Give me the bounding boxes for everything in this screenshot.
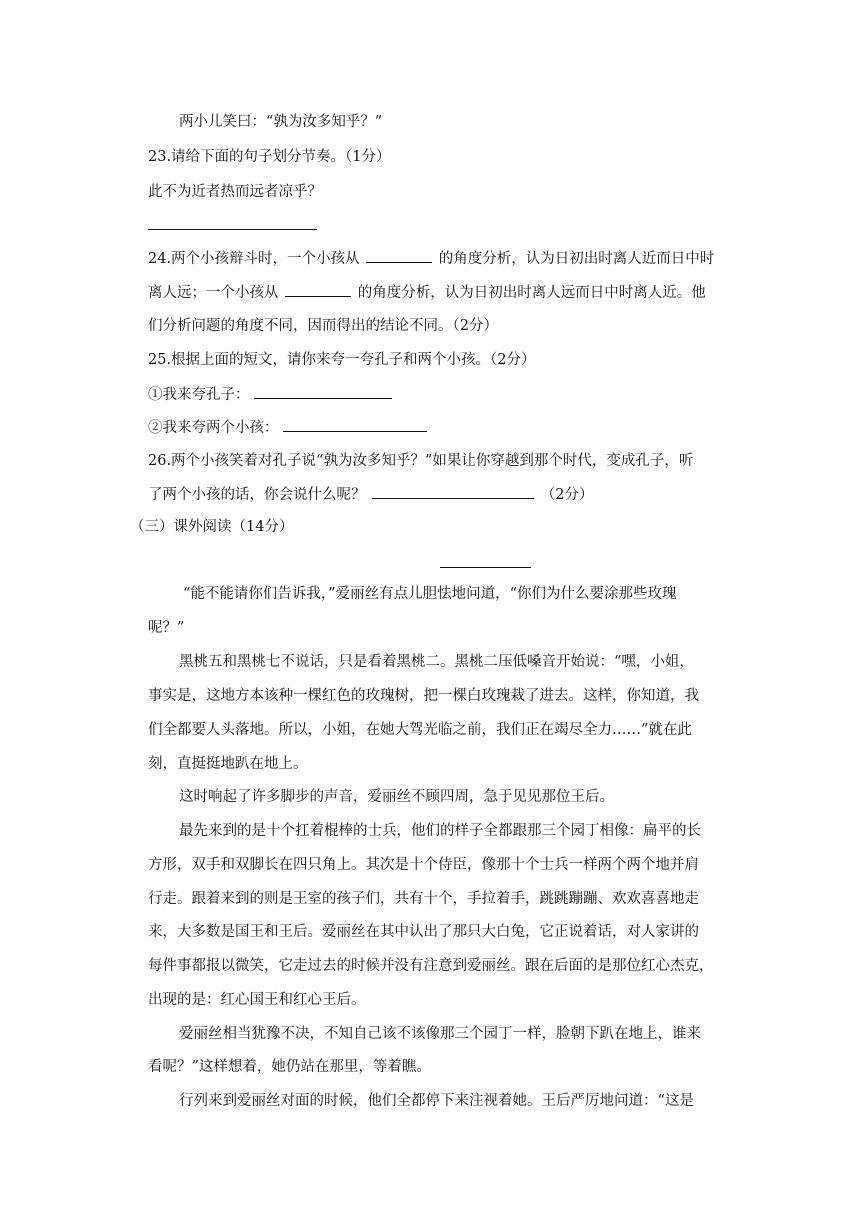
passage-line: 来，大多数是国王和王后。爱丽丝在其中认出了那只大白兔，它正说着话，对人家讲的: [148, 924, 699, 940]
passage-line: 黑桃五和黑桃七不说话，只是看着黑桃二。黑桃二压低嗓音开始说：“嘿，小姐，: [179, 654, 694, 670]
passage-line: 方形，双手和双脚长在四只角上。其次是十个侍臣，像那十个士兵一样两个两个地并肩: [148, 857, 699, 873]
answer-blank-25a[interactable]: [254, 384, 392, 399]
passage-line: 行列来到爱丽丝对面的时候，他们全都停下来注视着她。王后严厉地问道：“这是: [179, 1093, 694, 1109]
answer-blank-26[interactable]: [372, 484, 534, 499]
passage-line: 出现的是：红心国王和红心王后。: [148, 992, 366, 1008]
passage-line: 这时响起了许多脚步的声音，爱丽丝不顾四周，急于见见那位王后。: [179, 789, 614, 805]
passage-line: 行走。跟着来到的则是王室的孩子们，共有十个，手拉着手，跳跳蹦蹦、欢欢喜喜地走: [148, 891, 699, 907]
question-26-line2: 了两个小孩的话，你会说什么呢？ （2分）: [148, 484, 593, 505]
answer-blank-23[interactable]: [148, 229, 317, 230]
quote-line: 两小儿笑曰：“孰为汝多知乎？”: [179, 114, 383, 130]
question-25-item2: ②我来夸两个小孩：: [148, 417, 427, 438]
passage-line: 最先来到的是十个扛着棍棒的士兵，他们的样子全都跟那三个园丁相像：扁平的长: [179, 823, 701, 839]
question-24-line2: 离人远；一个小孩从 的角度分析，认为日初出时离人远而日中时离人近。他: [148, 282, 706, 303]
passage-line: 爱丽丝相当犹豫不决，不知自己该不该像那三个园丁一样，脸朝下趴在地上，谁来: [179, 1026, 701, 1042]
passage-line: 们全都要人头落地。所以，小姐，在她大驾光临之前，我们正在竭尽全力……”就在此: [148, 722, 692, 738]
question-25-prompt: 25.根据上面的短文，请你来夸一夸孔子和两个小孩。（2分）: [148, 352, 536, 368]
passage-line: 刻，直挺挺地趴在地上。: [148, 756, 308, 772]
passage-line: 看呢？”这样想着，她仍站在那里，等着瞧。: [148, 1059, 431, 1075]
answer-blank-24a[interactable]: [366, 248, 432, 263]
section-heading: （三）课外阅读（14分）: [130, 519, 294, 535]
passage-title-blank[interactable]: [440, 567, 531, 568]
question-25-item1: ①我来夸孔子：: [148, 384, 392, 405]
question-24-line1: 24.两个小孩辩斗时，一个小孩从 的角度分析，认为日初出时离人近而日中时: [148, 248, 714, 269]
answer-blank-24b[interactable]: [285, 282, 351, 297]
passage-line: 事实是，这地方本该种一棵红色的玫瑰树，把一棵白玫瑰栽了进去。这样，你知道，我: [148, 688, 699, 704]
passage-line: 呢？”: [148, 620, 185, 636]
question-23-prompt: 23.请给下面的句子划分节奏。（1分）: [148, 149, 391, 165]
question-24-line3: 们分析问题的角度不同，因而得出的结论不同。（2分）: [148, 318, 498, 334]
question-26-line1: 26.两个小孩笑着对孔子说“孰为汝多知乎？”如果让你穿越到那个时代，变成孔子，听: [148, 453, 694, 469]
passage-line: 每件事都报以微笑，它走过去的时候并没有注意到爱丽丝。跟在后面的是那位红心杰克，: [148, 958, 714, 974]
passage-line: “能不能请你们告诉我，”爱丽丝有点儿胆怯地问道，“你们为什么要涂那些玫瑰: [183, 586, 677, 602]
question-23-sentence: 此不为近者热而远者凉乎？: [148, 184, 322, 200]
answer-blank-25b[interactable]: [283, 417, 427, 432]
